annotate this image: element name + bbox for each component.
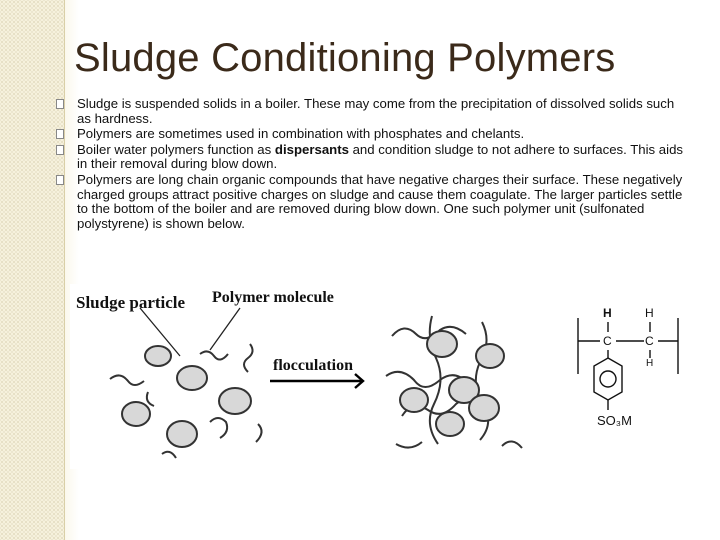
flocculation-figure bbox=[70, 284, 370, 469]
flocculated-aggregate bbox=[372, 296, 542, 466]
sludge-particle bbox=[177, 366, 207, 390]
bullet-bold-term: dispersants bbox=[274, 141, 349, 157]
benzene-ring bbox=[594, 358, 622, 400]
h-bottom: H bbox=[646, 358, 654, 369]
aromatic-circle bbox=[600, 371, 616, 387]
decorative-side-band bbox=[0, 0, 64, 540]
polymer-molecule-label: Polymer molecule bbox=[212, 289, 334, 306]
h-top-right: H bbox=[645, 306, 654, 320]
polymer-chain bbox=[110, 375, 144, 385]
sludge-particle bbox=[167, 421, 197, 447]
polymer-leader-line bbox=[210, 308, 240, 350]
bullet-text: Boiler water polymers function as bbox=[77, 141, 275, 157]
bullet-item bbox=[50, 143, 690, 172]
sludge-particle bbox=[145, 346, 171, 366]
c-right: C bbox=[645, 334, 654, 348]
sludge-particle bbox=[219, 388, 251, 414]
polymer-chain bbox=[162, 452, 176, 458]
sulfonated-polystyrene-structure bbox=[570, 300, 690, 445]
bullet-marker-icon bbox=[56, 129, 64, 139]
bullet-item bbox=[50, 173, 690, 231]
dispersed-particles bbox=[122, 346, 251, 447]
c-left: C bbox=[603, 334, 612, 348]
polymer-chain bbox=[256, 424, 262, 442]
sludge-particle-label: Sludge particle bbox=[76, 293, 186, 312]
bullet-text: Polymers are sometimes used in combination with phosphates and chelants. bbox=[77, 126, 525, 142]
bullet-marker-icon bbox=[56, 145, 64, 155]
bullet-marker-icon bbox=[56, 175, 64, 185]
polymer-chain bbox=[244, 344, 253, 372]
sludge-particle bbox=[122, 402, 150, 426]
bullet-list bbox=[50, 97, 690, 232]
slide-title: Sludge Conditioning Polymers bbox=[74, 36, 616, 80]
bullet-text: Polymers are long chain organic compounds that have negative charges their surface. These negatively charged groups attract positive charges on sludge and cause them coagulate. The larger particles settle to the bottom of the boiler and are removed during blow down. One such polymer unit (sulfonated polystyrene) is shown below. bbox=[77, 171, 683, 231]
polymer-chain bbox=[200, 351, 228, 359]
polymer-chain bbox=[147, 392, 154, 406]
aggregate-particles bbox=[400, 331, 504, 436]
bullet-text-continued: and condition sludge to not adhere to surfaces. This aids in their removal during blow down. bbox=[77, 141, 683, 172]
bullet-item bbox=[50, 127, 690, 142]
bullet-item bbox=[50, 97, 690, 126]
polymer-chain bbox=[210, 418, 227, 438]
flocculation-label: flocculation bbox=[273, 357, 353, 374]
bullet-text: Sludge is suspended solids in a boiler. These may come from the precipitation of dissolved solids such as hardness. bbox=[77, 96, 675, 126]
sulfonate-group: SO₃M bbox=[597, 413, 632, 428]
bullet-marker-icon bbox=[56, 99, 64, 109]
h-top-left: H bbox=[603, 306, 612, 320]
